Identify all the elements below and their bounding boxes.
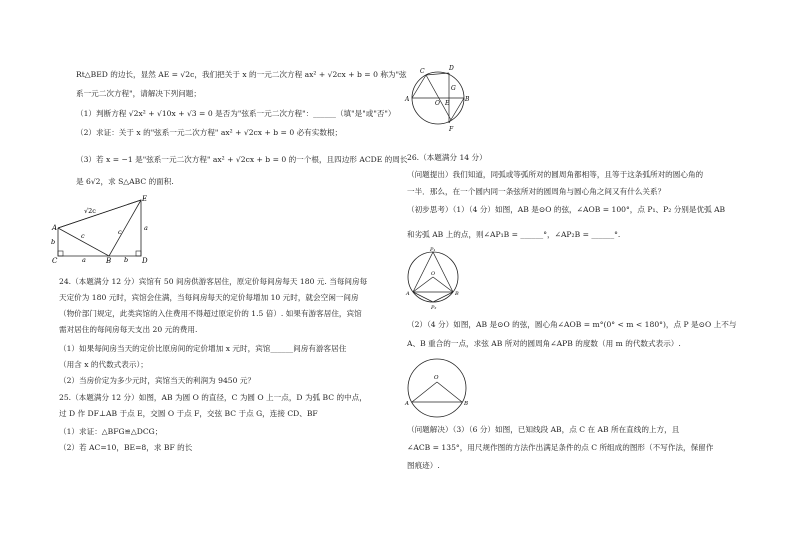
c2-label-B: B xyxy=(455,291,459,297)
q24-line-6: （用含 x 的代数式表示）； xyxy=(59,360,148,369)
q23-part3-cont: 是 6√2，求 S△ABC 的面积. xyxy=(76,177,174,186)
label-sqrt2c: √2c xyxy=(84,207,96,215)
q26-part3-line-2: ∠ACB = 135°，用尺规作图的方法作出满足条件的点 C 所组成的图形（不写作法，保留作 xyxy=(407,443,714,452)
label-c1: c xyxy=(81,232,85,240)
c1-label-G: G xyxy=(451,85,456,92)
circle-figure-3 xyxy=(403,357,473,421)
q26-line-1: 26.（本题满分 14 分） xyxy=(407,153,487,162)
c3-label-A: A xyxy=(405,401,409,407)
triangle-figure xyxy=(46,194,156,264)
q26-line-4: （初步思考）（1）（4 分）如图，AB 是⊙O 的弦，∠AOB = 100°，点 P₁、P₂ 分别是优弧 AB xyxy=(407,205,726,214)
intro-line-1: Rt△BED 的边长，显然 AE = √2c，我们把关于 x 的一元二次方程 ax² + √2cx + b = 0 称为"弦 xyxy=(76,70,407,79)
c2-label-A: A xyxy=(406,291,410,297)
label-D: D xyxy=(142,257,148,264)
q23-part3: （3）若 x = −1 是"弦系一元二次方程" ax² + √2cx + b = 0 的一个根，且四边形 ACDE 的周长 xyxy=(76,155,408,164)
c2-label-P1: P₁ xyxy=(430,247,436,253)
q24-line-3: （物价部门规定，此类宾馆的入住费用不得超过原定价的 1.5 倍）. 如果有游客居住，宾馆 xyxy=(59,309,362,318)
q26-part2-line-1: （2）（4 分）如图，AB 是⊙O 的弦，圆心角∠AOB = m°(0° < m < 180°)，点 P 是⊙O 上不与 xyxy=(407,320,737,329)
q24-line-7: （2）当房价定为多少元时，宾馆当天的利润为 9450 元？ xyxy=(59,376,256,385)
label-a2: a xyxy=(144,224,148,232)
label-A: A xyxy=(52,224,58,232)
q25-line-1: 25.（本题满分 12 分）如图，AB 为圆 O 的直径，C 为圆 O 上一点，D 为弧 BC 的中点， xyxy=(59,393,367,402)
label-C: C xyxy=(52,257,58,264)
q24-line-1: 24.（本题满分 12 分）宾馆有 50 间房供游客居住，原定价每间房每天 180 元. 当每间房每 xyxy=(59,277,368,286)
c3-label-B: B xyxy=(464,401,469,407)
c1-label-C: C xyxy=(420,68,425,75)
q24-line-5: （1）如果每间房当天的定价比原房间的定价增加 x 元时，宾馆______间房有游客居住 xyxy=(59,344,347,353)
q24-line-2: 天定价为 180 元时，宾馆会住满，当每间房每天的定价每增加 10 元时，就会空闲一间房 xyxy=(59,293,359,302)
q24-line-4: 需对居住的每间房每天支出 20 元的费用. xyxy=(59,325,198,334)
q26-part3-line-1: （问题解决）（3）（6 分）如图，已知线段 AB，点 C 在 AB 所在直线的上方，且 xyxy=(407,425,680,434)
c1-label-D: D xyxy=(449,65,454,72)
q26-part2-line-2: A、B 重合的一点，求弦 AB 所对的圆周角∠APB 的度数（用 m 的代数式表示）. xyxy=(407,339,681,348)
q23-part2: （2）求证：关于 x 的"弦系一元二次方程" ax² + √2cx + b = 0 必有实数根； xyxy=(76,128,343,137)
label-a1: a xyxy=(82,256,86,264)
label-b1: b xyxy=(51,238,56,246)
q25-line-4: （2）若 AC=10，BE=8，求 BF 的长 xyxy=(59,443,193,452)
label-E: E xyxy=(142,195,148,203)
circle-figure-2 xyxy=(403,247,463,311)
c3-label-O: O xyxy=(434,375,439,381)
c1-label-E: E xyxy=(445,100,450,107)
q26-line-3: 一半．那么，在一个圆内同一条弦所对的圆周角与圆心角之间又有什么关系？ xyxy=(407,187,666,196)
c1-label-F: F xyxy=(449,126,454,133)
label-b2: b xyxy=(124,256,129,264)
label-c2: c xyxy=(118,228,122,236)
q26-part3-line-3: 图痕迹）. xyxy=(407,461,440,470)
label-B: B xyxy=(106,257,112,264)
circle-figure-1 xyxy=(404,60,474,140)
c1-label-B: B xyxy=(465,96,470,103)
c1-label-O: O xyxy=(435,100,440,107)
c2-label-O: O xyxy=(431,271,436,277)
c2-label-P2: P₂ xyxy=(431,305,437,311)
q25-line-2: 过 D 作 DF⊥AB 于点 E，交圆 O 于点 F，交弦 BC 于点 G，连接 CD、BF xyxy=(59,409,318,418)
q25-line-3: （1）求证：△BFG≌△DCG； xyxy=(59,427,163,436)
q26-line-2: （问题提出）我们知道，同弧或等弧所对的圆周角都相等，且等于这条弧所对的圆心角的 xyxy=(407,170,704,179)
intro-line-2: 系一元二次方程"，请解决下列问题； xyxy=(76,89,201,98)
c1-label-A: A xyxy=(405,96,410,103)
q26-line-5: 和劣弧 AB 上的点，则∠AP₁B = ______°，∠AP₂B = ______°. xyxy=(407,230,621,239)
q23-part1: （1）判断方程 √2x² + √10x + √3 = 0 是否为"弦系一元二次方程"：______（填"是"或"否"） xyxy=(76,109,396,118)
